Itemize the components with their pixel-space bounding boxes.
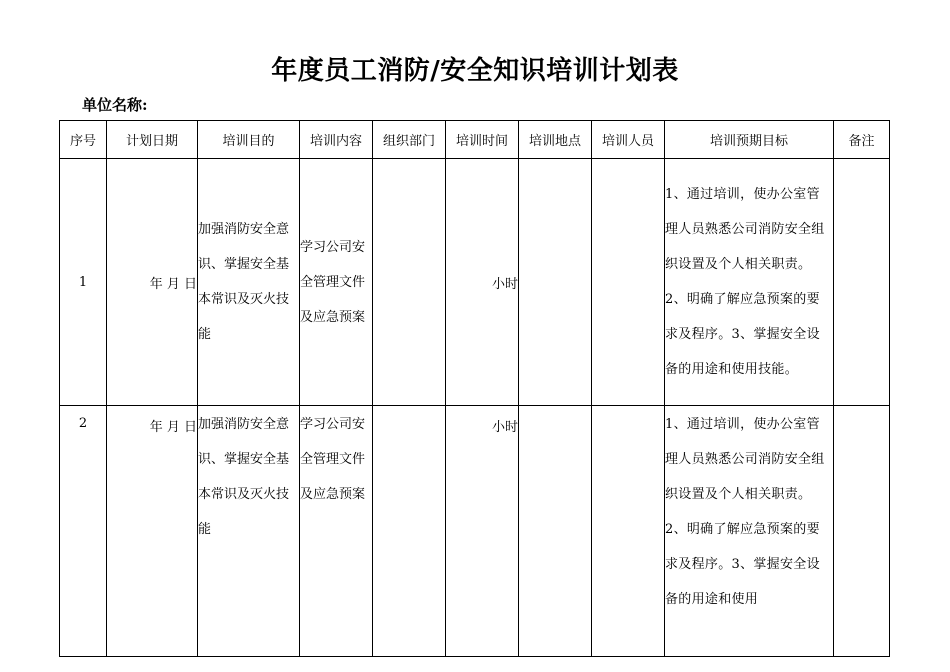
cell-goal: 1、通过培训，使办公室管理人员熟悉公司消防安全组织设置及个人相关职责。2、明确了解应急预案的要求及程序。3、掌握安全设备的用途和使用技能。 xyxy=(665,159,834,406)
cell-dept xyxy=(373,406,446,657)
header-remark: 备注 xyxy=(834,121,890,159)
header-content: 培训内容 xyxy=(300,121,373,159)
cell-dept xyxy=(373,159,446,406)
cell-place xyxy=(519,406,592,657)
document-title: 年度员工消防/安全知识培训计划表 xyxy=(271,56,679,86)
cell-time: 小时 xyxy=(446,406,519,657)
cell-purpose: 加强消防安全意识、掌握安全基本常识及灭火技能 xyxy=(198,406,300,657)
cell-people xyxy=(592,406,665,657)
header-goal: 培训预期目标 xyxy=(665,121,834,159)
cell-purpose: 加强消防安全意识、掌握安全基本常识及灭火技能 xyxy=(198,159,300,406)
cell-time: 小时 xyxy=(446,159,519,406)
header-date: 计划日期 xyxy=(107,121,198,159)
header-no: 序号 xyxy=(60,121,107,159)
table-header-row xyxy=(60,121,890,159)
cell-date: 年 月 日 xyxy=(107,159,198,406)
cell-goal: 1、通过培训，使办公室管理人员熟悉公司消防安全组织设置及个人相关职责。2、明确了解应急预案的要求及程序。3、掌握安全设备的用途和使用 xyxy=(665,406,834,657)
cell-people xyxy=(592,159,665,406)
header-people: 培训人员 xyxy=(592,121,665,159)
header-purpose: 培训目的 xyxy=(198,121,300,159)
unit-name-label: 单位名称: xyxy=(82,96,148,114)
cell-content: 学习公司安全管理文件及应急预案 xyxy=(300,406,373,657)
cell-place xyxy=(519,159,592,406)
header-dept: 组织部门 xyxy=(373,121,446,159)
table-row xyxy=(60,159,890,406)
header-place: 培训地点 xyxy=(519,121,592,159)
cell-no: 1 xyxy=(60,159,107,406)
header-time: 培训时间 xyxy=(446,121,519,159)
cell-remark xyxy=(834,406,890,657)
cell-content: 学习公司安全管理文件及应急预案 xyxy=(300,159,373,406)
table-row xyxy=(60,406,890,657)
cell-remark xyxy=(834,159,890,406)
cell-date: 年 月 日 xyxy=(107,406,198,657)
cell-no: 2 xyxy=(60,406,107,657)
training-plan-table xyxy=(59,120,890,657)
